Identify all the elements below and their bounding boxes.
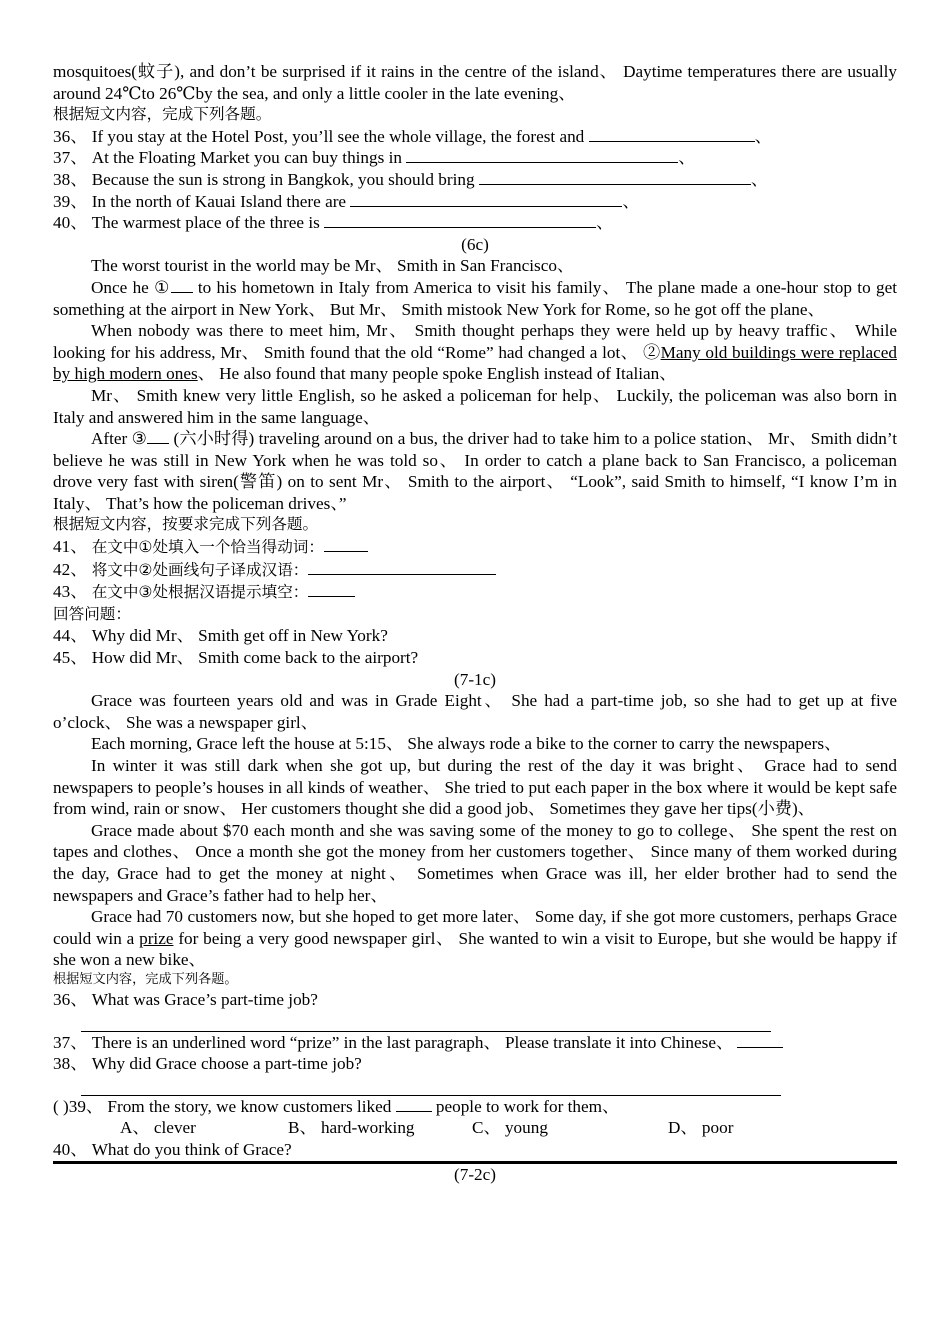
passage1-tail: mosquitoes(蚊子), and don’t be surprised if it rains in the centre of the island、 Daytime temperatures there are usually around 24℃to 26℃by the sea, and only a little cooler in the late evening、 bbox=[53, 62, 897, 103]
question-45: 45、 How did Mr、 Smith come back to the airport? bbox=[53, 648, 419, 668]
answer-label: 回答问题： bbox=[53, 604, 131, 623]
passage2-paragraph: When nobody was there to meet him, Mr、 Smith thought perhaps they were held up by heavy traffic、 While looking for his address, Mr、 Smith found that the old “Rome” had changed a lot、 ②Many old buildings were replaced by high modern ones、 He also found that many people spoke English instead of Italian、 bbox=[53, 321, 897, 384]
passage3-paragraph: In winter it was still dark when she got up, but during the rest of the day it was bright、 Grace had to send newspapers to people’s houses in all kinds of weather、 She tried to put each paper in the box where it would be kept safe from wind, rain or snow、 Her customers thought she did a good job、 Sometimes they gave her tips(小费)、 bbox=[53, 756, 897, 819]
q39-options bbox=[53, 1117, 897, 1139]
question-39b: ( )39、 From the story, we know customers liked people to work for them、 bbox=[53, 1096, 620, 1116]
question-40: 40、 The warmest place of the three is 、 bbox=[53, 213, 614, 233]
question-36: 36、 If you stay at the Hotel Post, you’ll see the whole village, the forest and 、 bbox=[53, 126, 772, 146]
underlined-word: prize bbox=[139, 928, 174, 948]
question-38: 38、 Because the sun is strong in Bangkok, you should bring 、 bbox=[53, 169, 769, 189]
passage3-paragraph: Grace had 70 customers now, but she hoped to get more later、 Some day, if she got more customers, perhaps Grace could win a prize for being a very good newspaper girl、 She wanted to win a visit to Europe, but she would be happy if she won a new bike、 bbox=[53, 907, 898, 970]
question-37b: 37、 There is an underlined word “prize” in the last paragraph、 Please translate it into Chinese、 bbox=[53, 1032, 897, 1054]
option-a[interactable]: A、 clever bbox=[120, 1118, 196, 1138]
answer-blank[interactable] bbox=[308, 559, 496, 575]
question-43: 43、 在文中③处根据汉语提示填空： bbox=[53, 581, 897, 604]
question-42: 42、 将文中②处画线句子译成汉语： bbox=[53, 559, 897, 582]
answer-blank[interactable] bbox=[147, 428, 169, 444]
question-44: 44、 Why did Mr、 Smith get off in New York? bbox=[53, 626, 388, 646]
passage2-paragraph: Mr、 Smith knew very little English, so he asked a policeman for help、 Luckily, the policeman was also born in Italy and answered him in the same language、 bbox=[53, 385, 897, 427]
answer-blank[interactable] bbox=[737, 1032, 783, 1048]
passage3-paragraph: Grace was fourteen years old and was in Grade Eight、 She had a part-time job, so she had to get up at five o’clock、 She was a newspaper girl、 bbox=[53, 691, 897, 732]
question-41: 41、 在文中①处填入一个恰当得动词： bbox=[53, 536, 897, 559]
answer-blank[interactable] bbox=[324, 536, 368, 552]
passage3-paragraph: Grace made about $70 each month and she was saving some of the money to go to college、 She spent the rest on tapes and clothes、 Once a month she got the money from her customers together、 Since many of them worked during the day, Grace had to get the money at night、 Sometimes when Grace was ill, her elder brother had to send the newspapers and Grace’s father had to help her、 bbox=[53, 820, 897, 905]
question-36b: 36、 What was Grace’s part-time job? bbox=[53, 989, 318, 1009]
answer-blank[interactable] bbox=[479, 169, 751, 185]
question-37: 37、 At the Floating Market you can buy things in 、 bbox=[53, 148, 696, 168]
answer-line[interactable] bbox=[81, 1011, 771, 1032]
answer-blank[interactable] bbox=[589, 126, 755, 142]
answer-blank[interactable] bbox=[308, 581, 355, 597]
answer-blank[interactable] bbox=[171, 277, 193, 293]
page-label: (7-2c) bbox=[454, 1164, 496, 1184]
question-39: 39、 In the north of Kauai Island there are 、 bbox=[53, 191, 640, 211]
underlined-sentence: Many old buildings were replaced by high modern ones bbox=[53, 342, 897, 384]
option-d[interactable]: D、 poor bbox=[668, 1118, 734, 1138]
question-38b: 38、 Why did Grace choose a part-time job? bbox=[53, 1054, 362, 1074]
option-c[interactable]: C、 young bbox=[472, 1118, 548, 1138]
passage2-paragraph: The worst tourist in the world may be Mr、 Smith in San Francisco、 bbox=[91, 256, 575, 276]
answer-blank[interactable] bbox=[324, 212, 596, 228]
question-40b: 40、 What do you think of Grace? bbox=[53, 1139, 897, 1164]
passage2-paragraph: Once he ① to his hometown in Italy from America to visit his family、 The plane made a one-hour stop to get something at the airport in New York、 But Mr、 Smith mistook New York for Rome, so he got off the plane、 bbox=[53, 277, 897, 319]
page-label: (7-1c) bbox=[454, 669, 496, 689]
option-b[interactable]: B、 hard-working bbox=[288, 1118, 415, 1138]
section2-instruction: 根据短文内容，按要求完成下列各题。 bbox=[53, 515, 319, 534]
answer-blank[interactable] bbox=[406, 147, 678, 163]
section1-instruction: 根据短文内容，完成下列各题。 bbox=[53, 105, 272, 124]
exam-page bbox=[53, 61, 897, 1185]
section3-instruction: 根据短文内容，完成下列各题。 bbox=[53, 971, 238, 987]
passage3-paragraph: Each morning, Grace left the house at 5:15、 She always rode a bike to the corner to carry the newspapers、 bbox=[91, 734, 842, 754]
answer-blank[interactable] bbox=[396, 1096, 432, 1112]
answer-blank[interactable] bbox=[350, 191, 622, 207]
answer-line[interactable] bbox=[81, 1075, 781, 1096]
page-label: (6c) bbox=[461, 234, 489, 254]
passage2-paragraph: After ③ (六小时得) traveling around on a bus, the driver had to take him to a police station、 Mr、 Smith didn’t believe he was still in New York when he was told so、 In order to catch a plane back to San Francisco, a policeman drove very fast with siren(警笛) on to sent Mr、 Smith to the airport、 “Look”, said Smith to himself, “I know I’m in Italy、 That’s how the policeman drives、” bbox=[53, 429, 898, 513]
